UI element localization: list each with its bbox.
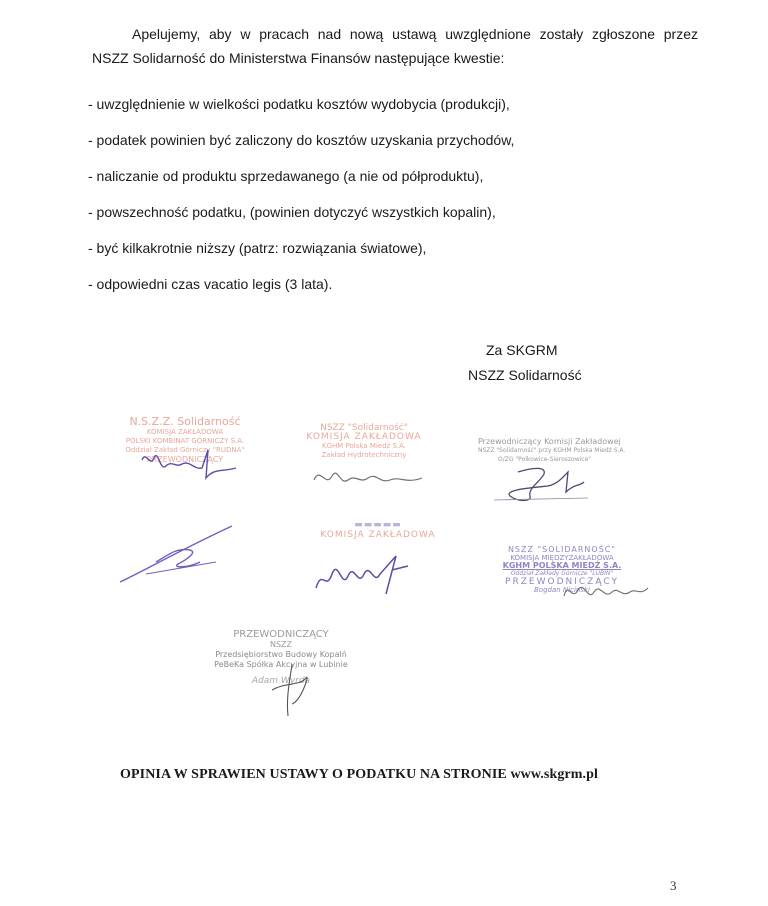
demands-list bbox=[88, 94, 688, 310]
signature-scribble-6 bbox=[560, 574, 650, 608]
list-item: - naliczanie od produktu sprzedawanego (a nie od półproduktu), bbox=[88, 168, 484, 184]
signature-scribble-4 bbox=[116, 522, 236, 588]
stamp-line: NSZZ "Solidarność" przy KGHM Polska Miedź S.A. bbox=[478, 447, 626, 454]
stamp-line: Bogdan Nicinski bbox=[534, 586, 590, 594]
list-item: - uwzględnienie w wielkości podatku kosztów wydobycia (produkcji), bbox=[88, 96, 510, 112]
stamp-hydrotechniczny bbox=[284, 424, 444, 460]
stamp-komisja-zakladowa: ▬▬▬▬▬ KOMISJA ZAKŁADOWA bbox=[308, 520, 448, 540]
stamp-line: Przedsiębiorstwo Budowy Kopalń bbox=[215, 650, 347, 659]
stamp-line: KOMISJA ZAKŁADOWA bbox=[320, 530, 436, 540]
stamp-line: KGHM Polska Miedź S.A. bbox=[321, 442, 407, 450]
list-item: - powszechność podatku, (powinien dotyczyć wszystkich kopalin), bbox=[88, 204, 496, 220]
signature-scribble-3 bbox=[488, 462, 598, 508]
signature-scribble-5 bbox=[312, 548, 412, 598]
stamp-line: KGHM POLSKA MIEDŹ S.A. bbox=[502, 561, 622, 570]
signature-scribble-7 bbox=[262, 660, 322, 720]
intro-line-2: NSZZ Solidarność do Ministerstwa Finansów następujące kwestie: bbox=[92, 50, 505, 66]
stamp-line: PRZEWODNICZĄCY bbox=[233, 629, 329, 640]
stamp-line: KOMISJA MIĘDZYZAKŁADOWA bbox=[510, 554, 614, 562]
signature-scribble-2 bbox=[310, 458, 430, 498]
list-item: - podatek powinien być zaliczony do kosztów uzyskania przychodów, bbox=[88, 132, 515, 148]
signatory-line-1: Za SKGRM bbox=[486, 342, 558, 358]
stamp-line: O/ZG "Polkowice-Sieroszowice" bbox=[498, 456, 592, 463]
signature-scribble-1 bbox=[136, 438, 246, 488]
stamp-line: PRZEWODNICZĄCY bbox=[146, 455, 224, 464]
stamp-line: Przewodniczący Komisji Zakładowej bbox=[478, 437, 621, 446]
stamp-line: NSZZ bbox=[269, 640, 293, 649]
list-item: - być kilkakrotnie niższy (patrz: rozwiązania światowe), bbox=[88, 240, 427, 256]
intro-line-1: Apelujemy, aby w pracach nad nową ustawą uwzględnione zostały zgłoszone przez bbox=[132, 26, 698, 42]
stamp-line: POLSKI KOMBINAT GÓRNICZY S.A. bbox=[125, 437, 245, 445]
stamp-line: Adam Wyrda bbox=[251, 676, 311, 686]
signatory-block bbox=[468, 338, 582, 388]
stamp-line: KOMISJA ZAKŁADOWA bbox=[306, 432, 422, 442]
stamp-line: KOMISJA ZAKŁADOWA bbox=[146, 428, 224, 436]
page-number: 3 bbox=[670, 878, 677, 893]
list-item: - odpowiedni czas vacatio legis (3 lata). bbox=[88, 276, 333, 292]
stamp-line: Oddział Zakład Górniczy "RUDNA" bbox=[125, 446, 245, 454]
stamp-line: NSZZ "SOLIDARNOŚĆ" bbox=[507, 545, 617, 554]
stamp-line: PeBeKa Spółka Akcyjna w Lubinie bbox=[214, 660, 348, 669]
stamp-line: PRZEWODNICZĄCY bbox=[505, 577, 619, 587]
signatory-line-2: NSZZ Solidarność bbox=[468, 367, 582, 383]
stamp-line: Oddział Zakłady Górnicze "LUBIN" bbox=[510, 570, 614, 577]
stamp-polkowice bbox=[478, 437, 648, 464]
stamp-line: NSZZ "Solidarność" bbox=[320, 423, 408, 433]
stamp-line: Zakład Hydrotechniczny bbox=[321, 451, 407, 459]
stamp-line: N.S.Z.Z. Solidarność bbox=[129, 415, 241, 428]
intro-paragraph bbox=[92, 22, 698, 70]
footer-note: OPINIA W SPRAWIEN USTAWY O PODATKU NA STRONIE www.skgrm.pl bbox=[120, 767, 598, 782]
